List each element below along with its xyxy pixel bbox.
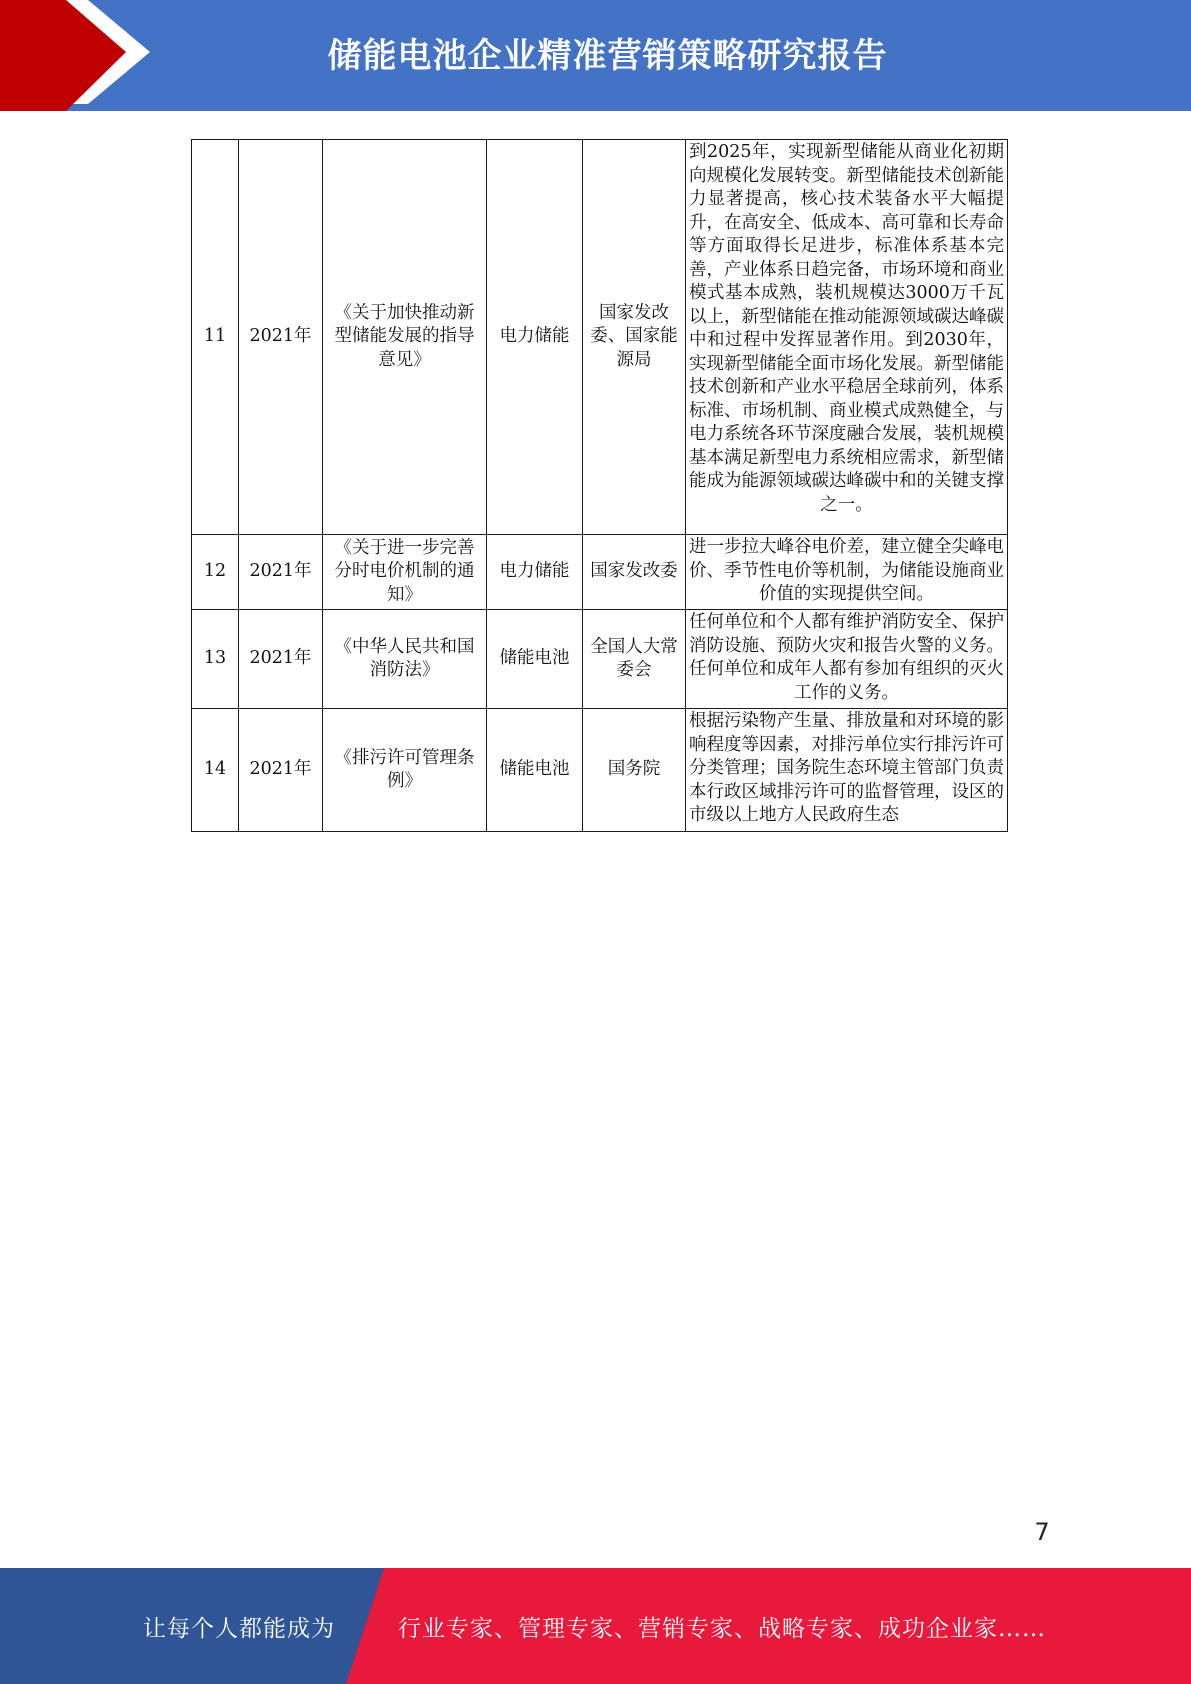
policy-table — [191, 139, 1008, 832]
row-issuer: 国家发改委、国家能源局 — [583, 140, 686, 535]
report-title: 储能电池企业精准营销策略研究报告 — [327, 35, 888, 76]
row-policy-name: 《中华人民共和国消防法》 — [323, 610, 487, 709]
row-year: 2021年 — [239, 709, 323, 832]
row-issuer: 全国人大常委会 — [583, 610, 686, 709]
row-category: 储能电池 — [487, 709, 583, 832]
row-content: 根据污染物产生量、排放量和对环境的影响程度等因素，对排污单位实行排污许可分类管理；国务院生态环境主管部门负责本行政区域排污许可的监督管理，设区的市级以上地方人民政府生态 — [686, 709, 1008, 832]
page-number: 7 — [1034, 1518, 1050, 1546]
row-category: 电力储能 — [487, 535, 583, 610]
row-category: 电力储能 — [487, 140, 583, 535]
page-footer — [0, 1568, 1191, 1684]
row-number: 14 — [192, 709, 239, 832]
row-content: 到2025年，实现新型储能从商业化初期向规模化发展转变。新型储能技术创新能力显著提高，核心技术装备水平大幅提升，在高安全、低成本、高可靠和长寿命等方面取得长足进步，标准体系基本完善，产业体系日趋完备，市场环境和商业模式基本成熟，装机规模达3000万千瓦以上，新型储能在推动能源领域碳达峰碳中和过程中发挥显著作用。到2030年，实现新型储能全面市场化发展。新型储能技术创新和产业水平稳居全球前列，体系标准、市场机制、商业模式成熟健全，与电力系统各环节深度融合发展，装机规模基本满足新型电力系统相应需求，新型储能成为能源领域碳达峰碳中和的关键支撑之一。 — [686, 140, 1008, 535]
page-header — [0, 0, 1191, 111]
footer-slogan-left: 让每个人都能成为 — [143, 1615, 335, 1642]
row-category: 储能电池 — [487, 610, 583, 709]
row-content: 任何单位和个人都有维护消防安全、保护消防设施、预防火灾和报告火警的义务。任何单位和成年人都有参加有组织的灭火工作的义务。 — [686, 610, 1008, 709]
row-number: 13 — [192, 610, 239, 709]
row-issuer: 国家发改委 — [583, 535, 686, 610]
row-number: 12 — [192, 535, 239, 610]
row-year: 2021年 — [239, 140, 323, 535]
row-policy-name: 《关于加快推动新型储能发展的指导意见》 — [323, 140, 487, 535]
row-content: 进一步拉大峰谷电价差，建立健全尖峰电价、季节性电价等机制，为储能设施商业价值的实现提供空间。 — [686, 535, 1008, 610]
table-row — [192, 140, 1008, 535]
row-issuer: 国务院 — [583, 709, 686, 832]
row-year: 2021年 — [239, 535, 323, 610]
row-year: 2021年 — [239, 610, 323, 709]
row-policy-name: 《排污许可管理条例》 — [323, 709, 487, 832]
row-number: 11 — [192, 140, 239, 535]
table-row — [192, 535, 1008, 610]
table-row — [192, 610, 1008, 709]
table-row — [192, 709, 1008, 832]
row-policy-name: 《关于进一步完善分时电价机制的通知》 — [323, 535, 487, 610]
footer-slogan-right: 行业专家、管理专家、营销专家、战略专家、成功企业家…… — [398, 1615, 1046, 1642]
